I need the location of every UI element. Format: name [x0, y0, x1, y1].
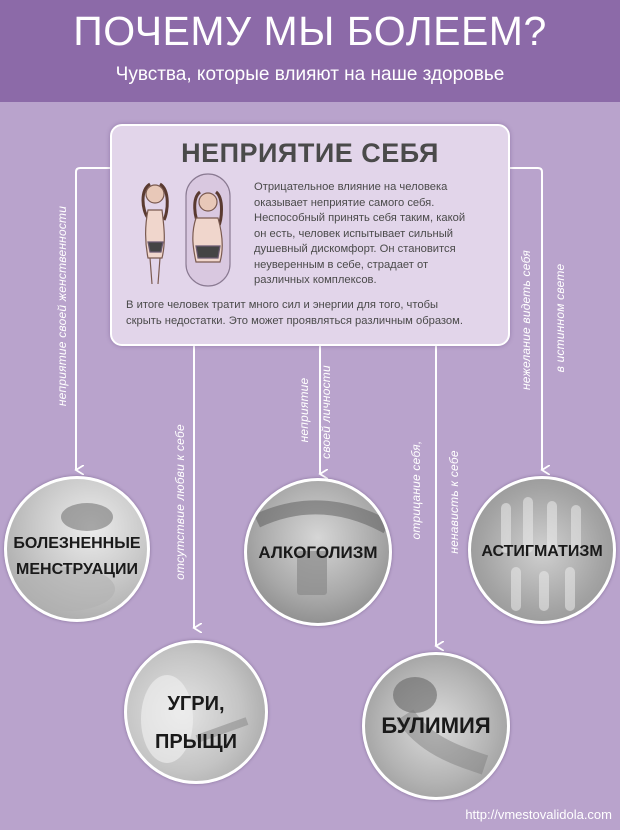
acne-label: [127, 685, 265, 761]
bulimia-label: БУЛИМИЯ: [381, 713, 491, 738]
box-text-line: неуверенным в себе, страдает от: [254, 258, 429, 271]
box-text-line: В итоге человек тратит много сил и энергии для того, чтобы: [126, 299, 439, 311]
label-unwilling-see-b: в истинном свете: [553, 263, 567, 373]
menstruation-circle: [4, 476, 150, 622]
box-text-line: он есть, человек испытывает сильный: [254, 227, 453, 240]
label-unwilling-see-a: нежелание видеть себя: [519, 249, 533, 391]
box-text-line: душевный дискомфорт. Он становится: [254, 243, 456, 255]
page-title: ПОЧЕМУ МЫ БОЛЕЕМ?: [73, 8, 547, 54]
label-self-denial: отрицание себя,: [409, 440, 423, 540]
menstruation-label: [7, 531, 147, 583]
page-subtitle: Чувства, которые влияют на наше здоровье: [115, 64, 505, 85]
acne-circle: [124, 640, 268, 784]
arrow-left: [76, 168, 110, 470]
astigmatism-circle: [468, 476, 616, 624]
header-banner: [0, 0, 620, 102]
box-text-line: оказывает неприятие самого себя.: [254, 196, 435, 209]
self-rejection-box: [110, 124, 510, 346]
box-text-line: различных комплексов.: [254, 274, 377, 286]
box-text-line: Отрицательное влияние на человека: [254, 181, 448, 193]
astigmatism-label: АСТИГМАТИЗМ: [481, 543, 603, 560]
woman-mirror-illustration: [130, 170, 245, 290]
alcoholism-circle: [244, 478, 392, 626]
label-line: МЕНСТРУАЦИИ: [16, 561, 138, 578]
label-rejection-a: неприятие: [297, 377, 311, 443]
watermark-url: http://vmestovalidola.com: [465, 807, 612, 822]
label-self-hatred: ненависть к себе: [447, 450, 461, 554]
label-rejection-femininity: неприятие своей женственности: [55, 205, 69, 407]
label-rejection-b: своей личности: [319, 365, 333, 459]
label-line: БОЛЕЗНЕННЫЕ: [13, 535, 141, 552]
box-paragraph-2: [126, 298, 502, 329]
box-title: НЕПРИЯТИЕ СЕБЯ: [181, 138, 439, 168]
box-text-line: Неспособный принять себя таким, какой: [254, 212, 466, 224]
box-text-line: скрыть недостатки. Это может проявляться различным образом.: [126, 314, 463, 327]
label-line: ПРЫЩИ: [154, 731, 238, 753]
bulimia-circle: [362, 652, 510, 800]
label-lack-self-love: отсутствие любви к себе: [173, 424, 187, 580]
alcoholism-label: АЛКОГОЛИЗМ: [258, 543, 378, 562]
box-paragraph-1: [254, 180, 504, 289]
label-line: УГРИ,: [167, 693, 225, 715]
